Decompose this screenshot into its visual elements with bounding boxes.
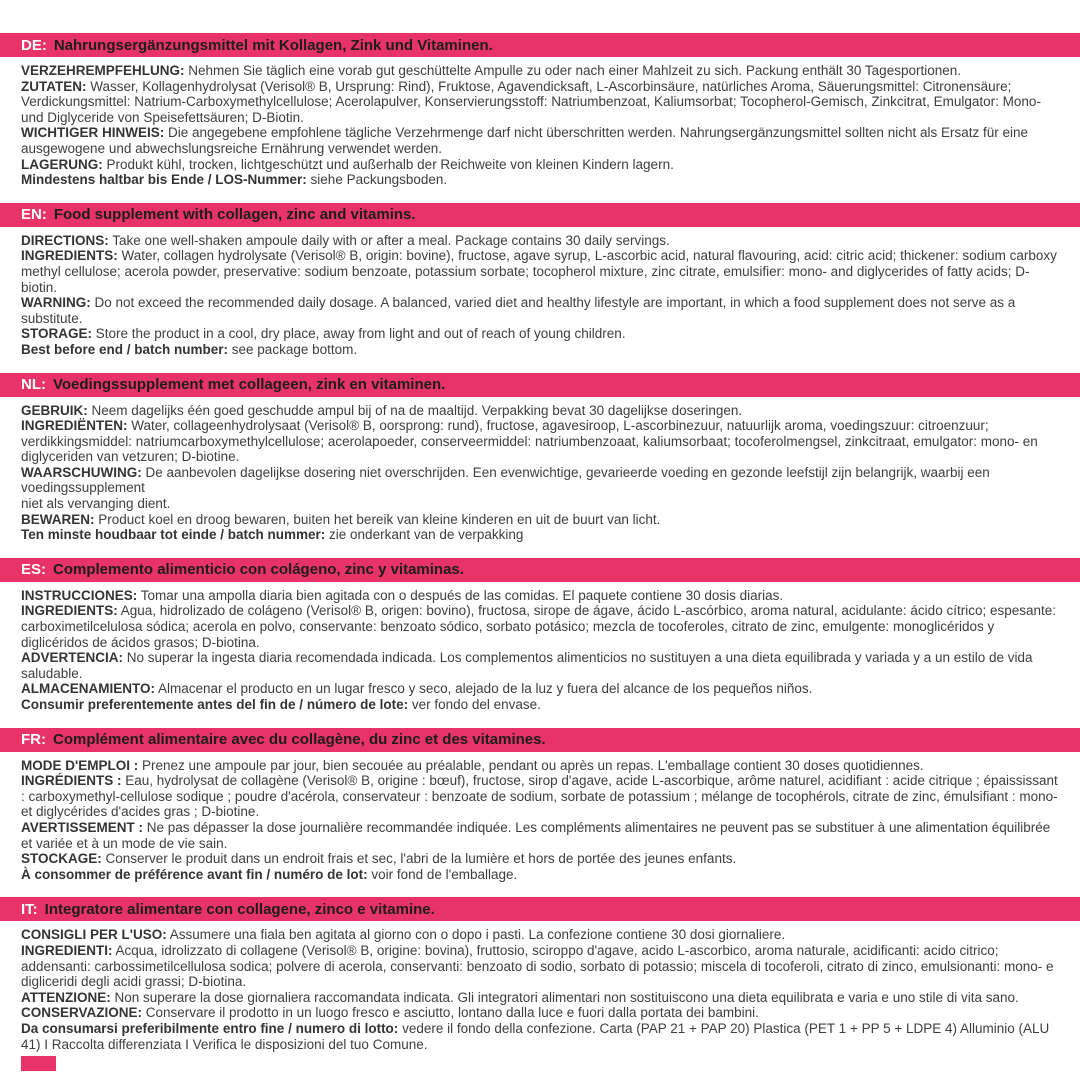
label-paragraph: WARNING: Do not exceed the recommended daily dosage. A balanced, varied diet and healthy lifestyle are important, in which a food supplement does not serve as a substitute. (21, 295, 1016, 326)
section-body-en (0, 227, 1080, 358)
label-paragraph: ATTENZIONE: Non superare la dose giornaliera raccomandata indicata. Gli integratori alimentari non sostituiscono una dieta equilibrata e varia e uno stile di vita sano. (21, 989, 1019, 1005)
label-paragraph: BEWAREN: Product koel en droog bewaren, buiten het bereik van kleine kinderen en uit de buurt van licht. (21, 511, 661, 527)
section-title: Food supplement with collagen, zinc and vitamins. (53, 206, 416, 224)
section-title: Voedingssupplement met collageen, zink en vitaminen. (53, 376, 446, 393)
label-paragraph: AVERTISSEMENT : Ne pas dépasser la dose journalière recommandée indiquée. Les compléments alimentaires ne peuvent pas se substituer à une alimentation équilibrée et variée et à un mode de vie sain. (21, 819, 1051, 851)
label-paragraph: MODE D'EMPLOI : Prenez une ampoule par jour, bien secouée au préalable, pendant ou après un repas. L'emballage contient 30 doses quotidiennes. (21, 757, 924, 773)
section-de (0, 33, 1080, 188)
label-paragraph: DIRECTIONS: Take one well-shaken ampoule daily with or after a meal. Package contains 30 daily servings. (21, 232, 670, 248)
label-paragraph: Mindestens haltbar bis Ende / LOS-Nummer: siehe Packungsboden. (21, 172, 448, 188)
section-header-it (0, 897, 1080, 921)
label-paragraph: niet als vervanging dient. (21, 496, 171, 512)
section-fr (0, 728, 1080, 883)
section-nl (0, 373, 1080, 543)
section-it (0, 897, 1080, 1052)
label-paragraph: INSTRUCCIONES: Tomar una ampolla diaria bien agitada con o después de las comidas. El paquete contiene 30 dosis diarias. (21, 587, 784, 603)
section-body-nl (0, 397, 1080, 543)
language-code: IT: (21, 900, 38, 918)
label-paragraph: INGREDIENTS: Water, collagen hydrolysate (Verisol® B, origin: bovine), fructose, agave syrup, L-ascorbic acid, natural flavouring, acid: citric acid; thickener: sodium carboxy methyl cellulose; acerola powder, preservative: sodium benzoate, potassium sorbate; tocopherol mixture, zinc citrate, emulsifier: mono- and diglycerides of fatty acids; D-biotin. (21, 248, 1057, 295)
section-header-nl (0, 373, 1080, 397)
language-code: ES: (21, 561, 47, 579)
label-paragraph: CONSERVAZIONE: Conservare il prodotto in un luogo fresco e asciutto, lontano dalla luce e fuori dalla portata dei bambini. (21, 1005, 759, 1021)
section-header-de (0, 33, 1080, 57)
section-body-es (0, 582, 1080, 713)
label-paragraph: INGREDIENTS: Agua, hidrolizado de colágeno (Verisol® B, origen: bovino), fructosa, sirope de ágave, ácido L-ascórbico, aroma natural, acidulante: ácido cítrico; espesante: carboximetilcelulosa sódica; acerola en polvo, conservante: benzoato sódico, sorbato potásico; mezcla de tocoferoles, citrato de zinc, emulgente: monoglicéridos y diglicéridos de ácidos grasos; D-biotina. (21, 603, 1057, 650)
label-paragraph: Consumir preferentemente antes del fin de / número de lote: ver fondo del envase. (21, 697, 541, 712)
section-title: Integratore alimentare con collagene, zinco e vitamine. (44, 900, 435, 918)
label-paragraph: LAGERUNG: Produkt kühl, trocken, lichtgeschützt und außerhalb der Reichweite von kleinen Kindern lagern. (21, 156, 674, 172)
label-paragraph: WAARSCHUWING: De aanbevolen dagelijkse dosering niet overschrijden. Een evenwichtige, gevarieerde voeding en gezonde leefstijl zijn belangrijk, waarbij een voedingssupplement (21, 464, 990, 496)
label-paragraph: ALMACENAMIENTO: Almacenar el producto en un lugar fresco y seco, alejado de la luz y fuera del alcance de los pequeños niños. (21, 681, 813, 697)
label-paragraph: ZUTATEN: Wasser, Kollagenhydrolysat (Verisol® B, Ursprung: Rind), Fruktose, Agavendicksaft, L-Ascorbinsäure, natürliches Aroma, Säuerungsmittel: Citronensäure; Verdickungsmittel: Natrium-Carboxymethylcellulose; Acerolapulver, Konservierungsstoff: Natriumbenzoat, Kaliumsorbat; Tocopherol-Gemisch, Zinkcitrat, Emulgator: Mono- und Diglyceride von Speisefettsäuren; D-Biotin. (21, 78, 1041, 125)
language-code: DE: (21, 36, 47, 54)
section-header-en (0, 203, 1080, 227)
label-paragraph: Da consumarsi preferibilmente entro fine / numero di lotto: vedere il fondo della confezione. Carta (PAP 21 + PAP 20) Plastica (PET 1 + PP 5 + LDPE 4) Alluminio (ALU 41) I Raccolta differenziata I Verifica le disposizioni del tuo Comune. (21, 1020, 1050, 1052)
section-body-fr (0, 752, 1080, 883)
label-paragraph: Best before end / batch number: see package bottom. (21, 341, 358, 357)
section-header-es (0, 558, 1080, 582)
label-paragraph: Ten minste houdbaar tot einde / batch nummer: zie onderkant van de verpakking (21, 527, 524, 543)
section-en (0, 203, 1080, 358)
section-es (0, 558, 1080, 713)
label-paragraph: ADVERTENCIA: No superar la ingesta diaria recomendada indicada. Los complementos alimenticios no sustituyen a una dieta equilibrada y variada y a un estilo de vida saludable. (21, 650, 1033, 681)
label-paragraph: WICHTIGER HINWEIS: Die angegebene empfohlene tägliche Verzehrmenge darf nicht überschritten werden. Nahrungsergänzungsmittel sollten nicht als Ersatz für eine ausgewogene und abwechslungsreiche Ernährung verwendet werden. (21, 125, 1029, 156)
section-title: Complément alimentaire avec du collagène, du zinc et des vitamines. (53, 731, 546, 749)
label-paragraph: VERZEHREMPFEHLUNG: Nehmen Sie täglich eine vorab gut geschüttelte Ampulle zu oder nach einer Mahlzeit zu sich. Packung enthält 30 Tagesportionen. (21, 63, 961, 78)
section-header-fr (0, 728, 1080, 752)
label-paragraph: STORAGE: Store the product in a cool, dry place, away from light and out of reach of young children. (21, 326, 626, 342)
language-code: EN: (21, 206, 47, 224)
label-paragraph: INGRÉDIENTS : Eau, hydrolysat de collagène (Verisol® B, origine : bœuf), fructose, sirop d'agave, acide L-ascorbique, arôme naturel, acidifiant : acide citrique ; épaississant : carboxymethyl-cellulose sodique ; poudre d'acérola, conservateur : benzoate de sodium, sorbate de potassium ; mélange de tocophérols, citrate de zinc, émulsifiant : mono- et diglycérides d'acides gras ; D-biotine. (21, 773, 1058, 820)
label-paragraph: STOCKAGE: Conserver le produit dans un endroit frais et sec, l'abri de la lumière et hors de portée des jeunes enfants. (21, 851, 737, 867)
label-paragraph: À consommer de préférence avant fin / numéro de lot: voir fond de l'emballage. (21, 866, 518, 882)
label-paragraph: INGREDIENTI: Acqua, idrolizzato di collagene (Verisol® B, origine: bovina), fruttosio, sciroppo d'agave, acido L-ascorbico, aroma naturale, acidificanti: acido citrico; addensanti: carbossimetilcellulosa sodica; polvere di acerola, conservanti: benzoato di sodio, sorbato di potassio; miscela di tocoferoli, citrato di zinco, emulsionanti: mono- e digliceridi degli acidi grassi; D-biotina. (21, 942, 1054, 990)
section-body-de (0, 57, 1080, 188)
section-title: Nahrungsergänzungsmittel mit Kollagen, Zink und Vitaminen. (53, 36, 493, 54)
section-body-it (0, 921, 1080, 1052)
label-paragraph: INGREDIËNTEN: Water, collageenhydrolysaat (Verisol® B, oorsprong: rund), fructose, agavesiroop, L-ascorbinezuur, natuurlijk aroma, voedingszuur: citroenzuur; verdikkingsmiddel: natriumcarboxymethylcellulose; acerolapoeder, conserveermiddel: natriumbenzoaat, kaliumsorbaat; tocoferolmengsel, zinkcitraat, emulgator: mono- en diglyceriden van vetzuren; D-biotine. (21, 418, 1038, 465)
language-code: FR: (21, 731, 46, 749)
label-paragraph: GEBRUIK: Neem dagelijks één goed geschudde ampul bij of na de maaltijd. Verpakking bevat 30 dagelijkse doseringen. (21, 402, 743, 418)
section-title: Complemento alimenticio con colágeno, zinc y vitaminas. (53, 561, 464, 579)
corner-accent-mark (21, 1056, 56, 1071)
language-code: NL: (21, 376, 46, 393)
label-paragraph: CONSIGLI PER L'USO: Assumere una fiala ben agitata al giorno con o dopo i pasti. La confezione contiene 30 dosi giornaliere. (21, 927, 786, 943)
